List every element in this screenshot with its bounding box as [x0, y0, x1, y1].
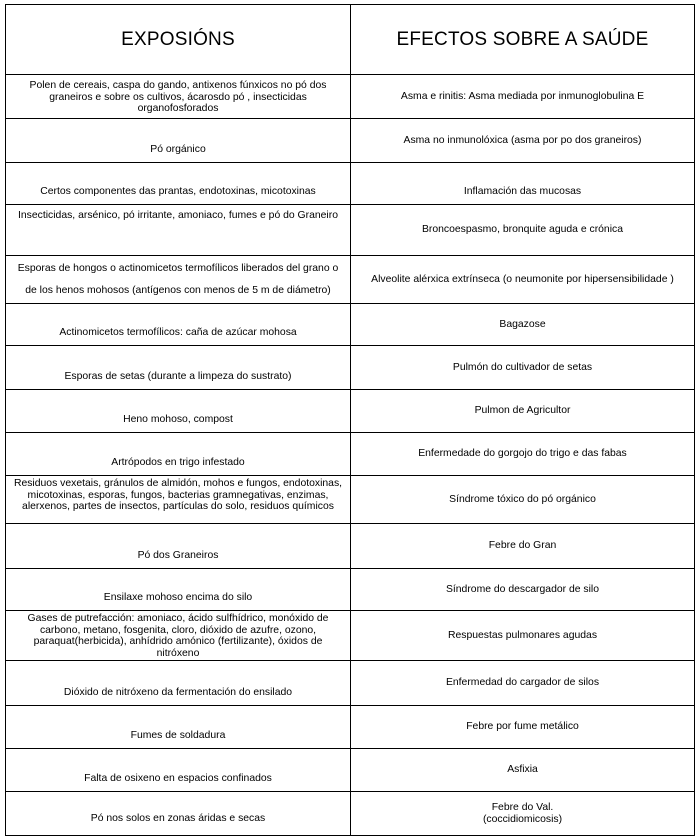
effect-cell: Síndrome tóxico do pó orgánico: [351, 476, 695, 524]
exposure-cell: Heno mohoso, compost: [6, 390, 351, 433]
effect-cell: Respuestas pulmonares agudas: [351, 611, 695, 661]
effect-cell: Febre do Gran: [351, 524, 695, 569]
effect-line: (coccidiomicosis): [482, 813, 563, 825]
exposure-cell: Pó orgánico: [6, 119, 351, 163]
exposure-cell: Insecticidas, arsénico, pó irritante, amoniaco, fumes e pó do Graneiro: [6, 205, 351, 256]
effect-cell: Pulmón do cultivador de setas: [351, 346, 695, 390]
exposure-cell: Dióxido de nitróxeno da fermentación do ensilado: [6, 661, 351, 706]
table-row: [6, 346, 695, 390]
table-row: [6, 163, 695, 205]
effect-cell: Bagazose: [351, 304, 695, 346]
exposure-cell: Fumes de soldadura: [6, 706, 351, 749]
table-row: [6, 476, 695, 524]
effect-cell: Broncoespasmo, bronquite aguda e crónica: [351, 205, 695, 256]
exposure-cell: Gases de putrefacción: amoniaco, ácido sulfhídrico, monóxido de carbono, metano, fosgenita, cloro, dióxido de azufre, ozono, paraquat(herbicida), anhídrido amónico (fertilizante), óxidos de nitróxeno: [6, 611, 351, 661]
table-row: [6, 792, 695, 836]
effect-cell: Asma e rinitis: Asma mediada por inmunoglobulina E: [351, 75, 695, 119]
effect-cell: Síndrome do descargador de silo: [351, 569, 695, 611]
table-row: [6, 569, 695, 611]
effect-cell: Pulmon de Agricultor: [351, 390, 695, 433]
table-row: [6, 75, 695, 119]
effect-cell: Alveolite alérxica extrínseca (o neumonite por hipersensibilidade ): [351, 256, 695, 304]
exposure-cell: Ensilaxe mohoso encima do silo: [6, 569, 351, 611]
table-row: [6, 524, 695, 569]
exposure-cell: [6, 256, 351, 304]
exposure-cell: Esporas de setas (durante a limpeza do sustrato): [6, 346, 351, 390]
effect-cell: [351, 792, 695, 836]
table-header-row: [6, 5, 695, 75]
exposure-line: Esporas de hongos o actinomicetos termofílicos liberados del grano o: [17, 262, 339, 274]
effect-cell: Enfermedad do cargador de silos: [351, 661, 695, 706]
table-row: [6, 205, 695, 256]
table-row: [6, 706, 695, 749]
effect-cell: Asfixia: [351, 749, 695, 792]
exposure-cell: Falta de osixeno en espacios confinados: [6, 749, 351, 792]
exposure-cell: Artrópodos en trigo infestado: [6, 433, 351, 476]
table-row: [6, 119, 695, 163]
exposure-cell: Pó dos Graneiros: [6, 524, 351, 569]
effect-line: Febre do Val.: [491, 801, 554, 813]
header-health-effects: EFECTOS SOBRE A SAÚDE: [351, 5, 695, 75]
table-row: [6, 433, 695, 476]
table-row: [6, 390, 695, 433]
effect-cell: Enfermedade do gorgojo do trigo e das fabas: [351, 433, 695, 476]
effect-cell: Febre por fume metálico: [351, 706, 695, 749]
table-row: [6, 611, 695, 661]
exposure-cell: Residuos vexetais, gránulos de almidón, mohos e fungos, endotoxinas, micotoxinas, esporas, fungos, bacterias gramnegativas, enzimas, alerxenos, partes de insectos, partículas do solo, residuos químicos: [6, 476, 351, 524]
exposure-cell: Polen de cereais, caspa do gando, antixenos fúnxicos no pó dos graneiros e sobre os cultivos, ácarosdo pó , insecticidas organofosforados: [6, 75, 351, 119]
effect-cell: Inflamación das mucosas: [351, 163, 695, 205]
exposure-cell: Actinomicetos termofílicos: caña de azúcar mohosa: [6, 304, 351, 346]
exposure-line: de los henos mohosos (antígenos con menos de 5 m de diámetro): [25, 284, 331, 296]
table-row: [6, 749, 695, 792]
effect-cell: Asma no inmunolóxica (asma por po dos graneiros): [351, 119, 695, 163]
exposure-cell: Certos componentes das prantas, endotoxinas, micotoxinas: [6, 163, 351, 205]
table-row: [6, 661, 695, 706]
table-row: [6, 256, 695, 304]
exposures-effects-table: [5, 4, 695, 836]
table-row: [6, 304, 695, 346]
exposure-cell: Pó nos solos en zonas áridas e secas: [6, 792, 351, 836]
header-exposures: EXPOSIÓNS: [6, 5, 351, 75]
